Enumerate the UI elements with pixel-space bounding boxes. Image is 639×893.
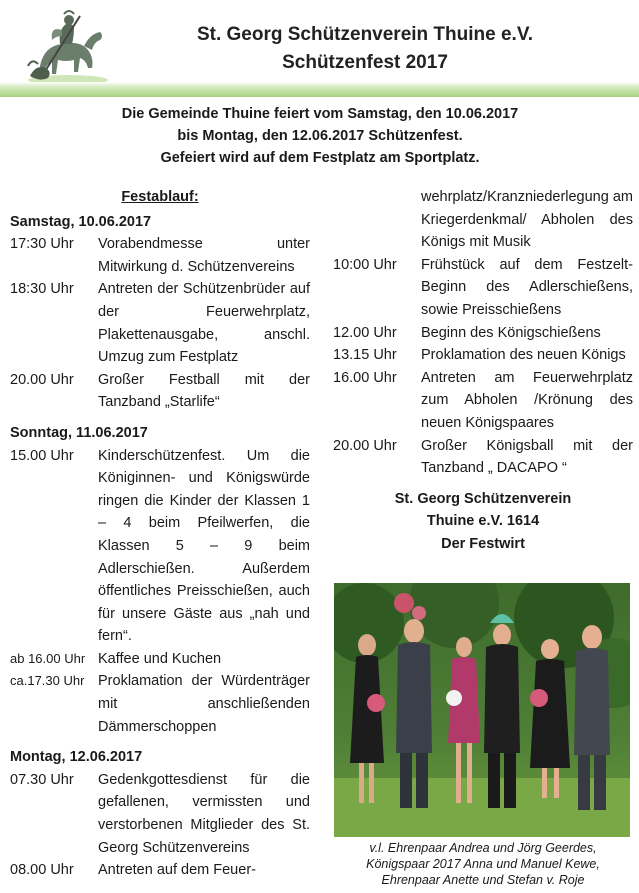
caption-line: Ehrenpaar Anette und Stefan v. Roje: [381, 873, 585, 887]
schedule-text: Frühstück auf dem Festzelt- Beginn des Adlerschießens, sowie Preisschießens: [421, 256, 633, 318]
schedule-text: Beginn des Königschießens: [421, 324, 601, 341]
schedule-item: [10, 233, 310, 278]
schedule-left-column: [10, 186, 310, 882]
schedule-time: ab 16.00 Uhr: [10, 650, 86, 666]
schedule-text: Kaffee und Kuchen: [98, 650, 222, 667]
schedule-item: [333, 367, 633, 435]
intro-text: [40, 103, 600, 169]
schedule-item: [10, 769, 310, 859]
schedule-item: [333, 254, 633, 322]
schedule-text: Vorabendmesse unter Mitwirkung d. Schützenvereins: [98, 236, 310, 275]
schedule-time: 15.00 Uhr: [10, 447, 74, 464]
caption-line: v.l. Ehrenpaar Andrea und Jörg Geerdes,: [369, 841, 597, 855]
club-title: St. Georg Schützenverein Thuine e.V.: [196, 24, 534, 45]
day-heading-monday: Montag, 12.06.2017: [10, 749, 143, 766]
schedule-text: Proklamation der Würdenträger mit anschließenden Dämmerschoppen: [98, 673, 310, 735]
schedule-text: Gedenkgottesdienst für die gefallenen, vermissten und verstorbenen Mitglieder des St. Georg Schützenvereins: [98, 771, 310, 856]
intro-line: bis Montag, den 12.06.2017 Schützenfest.: [177, 128, 463, 144]
schedule-time: 20.00 Uhr: [333, 437, 397, 454]
sign-off-line: Thuine e.V. 1614: [426, 513, 540, 530]
page-header: [0, 0, 639, 97]
schedule-time: 18:30 Uhr: [10, 281, 74, 298]
schedule-right-column: [333, 186, 633, 555]
caption-line: Königspaar 2017 Anna und Manuel Kewe,: [366, 857, 600, 871]
sign-off-line: Der Festwirt: [441, 535, 525, 552]
schedule-time: ca.17.30 Uhr: [10, 673, 85, 689]
schedule-time: 12.00 Uhr: [333, 324, 397, 341]
schedule-item: [10, 278, 310, 368]
schedule-text: Antreten auf dem Feuer-: [98, 862, 256, 879]
festablauf-heading: Festablauf:: [121, 189, 199, 205]
group-photo: [334, 583, 630, 837]
photo-caption: [333, 840, 633, 888]
sign-off-line: St. Georg Schützenverein: [394, 490, 572, 507]
st-george-dragon-emblem-icon: [22, 6, 114, 86]
schedule-text: Antreten am Feuerwehrplatz zum Abholen /Krönung des neuen Königspaares: [421, 369, 633, 431]
schedule-continuation: wehrplatz/Kranzniederlegung am Kriegerdenkmal/ Abholen des Königs mit Musik: [421, 189, 633, 251]
schedule-time: 17:30 Uhr: [10, 236, 74, 253]
schedule-item: [333, 322, 633, 345]
day-heading-saturday: Samstag, 10.06.2017: [10, 213, 152, 230]
schedule-time: 20.00 Uhr: [10, 371, 74, 388]
schedule-text: Antreten der Schützenbrüder auf der Feuerwehrplatz, Plakettenausgabe, anschl. Umzug zum Festplatz: [98, 281, 310, 366]
schedule-item: [10, 648, 310, 671]
schedule-item: [10, 445, 310, 648]
day-heading-sunday: Sonntag, 11.06.2017: [10, 424, 148, 441]
schedule-text: Kinderschützenfest. Um die Königinnen- und Königswürde ringen die Kinder der Klassen 1 – 4 beim Pfeilwerfen, die Klassen 5 – 9 beim Adlerschießen. Außerdem öffentliches Preisschießen, auch für unsere Gäste aus „nah und fern“.: [98, 447, 310, 645]
schedule-time: 10:00 Uhr: [333, 256, 397, 273]
intro-line: Die Gemeinde Thuine feiert vom Samstag, den 10.06.2017: [121, 106, 519, 122]
sign-off: [333, 488, 633, 556]
schedule-text: Großer Königsball mit der Tanzband „ DACAPO “: [421, 437, 633, 477]
schedule-item: [10, 369, 310, 414]
schedule-time: 16.00 Uhr: [333, 369, 397, 386]
schedule-time: 08.00 Uhr: [10, 862, 74, 879]
schedule-item: [333, 435, 633, 480]
event-title: Schützenfest 2017: [282, 52, 448, 73]
schedule-text: Proklamation des neuen Königs: [421, 347, 626, 364]
schedule-item: [333, 344, 633, 367]
header-green-bar: [0, 82, 639, 97]
schedule-time: 07.30 Uhr: [10, 771, 74, 788]
schedule-item: [10, 670, 310, 738]
schedule-time: 13.15 Uhr: [333, 347, 397, 364]
schedule-item: [10, 859, 310, 882]
intro-line: Gefeiert wird auf dem Festplatz am Sportplatz.: [160, 150, 480, 166]
schedule-text: Großer Festball mit der Tanzband „Starlife“: [98, 371, 310, 411]
